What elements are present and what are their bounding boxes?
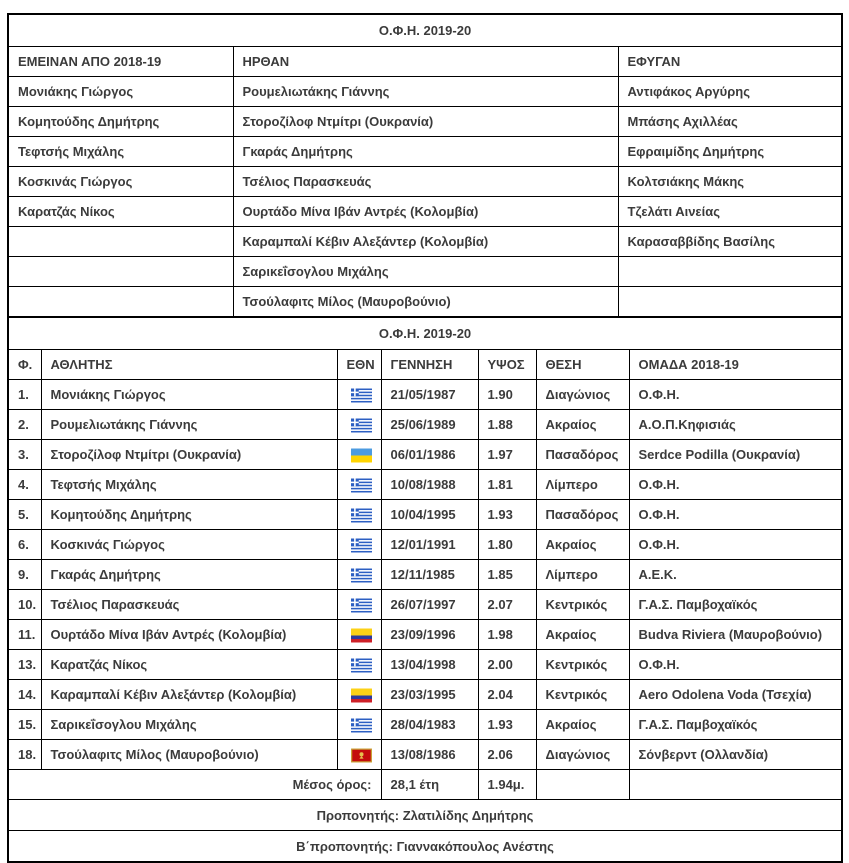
- transfers-row: [8, 257, 842, 287]
- averages-label: Μέσος όρος:: [8, 770, 381, 800]
- jersey-number: 9.: [8, 560, 41, 590]
- player-name: Ρουμελιωτάκης Γιάννης: [41, 410, 337, 440]
- flag-greece-icon: [351, 418, 372, 433]
- flag-greece-icon: [351, 538, 372, 553]
- flag-greece-icon: [351, 658, 372, 673]
- flag-greece-icon: [351, 508, 372, 523]
- birth-date: 13/04/1998: [381, 650, 478, 680]
- birth-date: 10/08/1988: [381, 470, 478, 500]
- player-height: 2.04: [478, 680, 536, 710]
- player-name: Καραμπαλί Κέβιν Αλεξάντερ (Κολομβία): [41, 680, 337, 710]
- player-height: 1.81: [478, 470, 536, 500]
- flag-greece-icon: [351, 718, 372, 733]
- squad-row: [8, 410, 842, 440]
- jersey-number: 14.: [8, 680, 41, 710]
- transfers-row: [8, 227, 842, 257]
- player-height: 1.90: [478, 380, 536, 410]
- flag-greece-icon: [351, 568, 372, 583]
- player-position: Κεντρικός: [536, 590, 629, 620]
- previous-team: Σόνβερντ (Ολλανδία): [629, 740, 842, 770]
- nationality-cell: [337, 560, 381, 590]
- arrived-player: Γκαράς Δημήτρης: [233, 137, 618, 167]
- flag-greece-icon: [351, 598, 372, 613]
- left-player: Μπάσης Αχιλλέας: [618, 107, 842, 137]
- squad-row: [8, 590, 842, 620]
- player-name: Τσούλαφιτς Μίλος (Μαυροβούνιο): [41, 740, 337, 770]
- nationality-cell: [337, 590, 381, 620]
- jersey-number: 18.: [8, 740, 41, 770]
- transfers-row: [8, 77, 842, 107]
- birth-date: 28/04/1983: [381, 710, 478, 740]
- averages-row: [8, 770, 842, 800]
- squad-row: [8, 560, 842, 590]
- squad-table: [7, 316, 843, 863]
- column-header-left: ΕΦΥΓΑΝ: [618, 47, 842, 77]
- birth-date: 25/06/1989: [381, 410, 478, 440]
- player-name: Κομητούδης Δημήτρης: [41, 500, 337, 530]
- coach-row: [8, 800, 842, 831]
- jersey-number: 10.: [8, 590, 41, 620]
- player-height: 1.93: [478, 500, 536, 530]
- player-position: Ακραίος: [536, 620, 629, 650]
- previous-team: Γ.Α.Σ. Παμβοχαϊκός: [629, 710, 842, 740]
- player-name: Τεφτσής Μιχάλης: [41, 470, 337, 500]
- arrived-player: Καραμπαλί Κέβιν Αλεξάντερ (Κολομβία): [233, 227, 618, 257]
- player-height: 1.80: [478, 530, 536, 560]
- squad-row: [8, 650, 842, 680]
- nationality-cell: [337, 530, 381, 560]
- column-header-athlete: ΑΘΛΗΤΗΣ: [41, 350, 337, 380]
- flag-montenegro-icon: [351, 748, 372, 763]
- column-header-birth: ΓΕΝΝΗΣΗ: [381, 350, 478, 380]
- player-height: 1.97: [478, 440, 536, 470]
- transfers-table-title: Ο.Φ.Η. 2019-20: [8, 14, 842, 47]
- jersey-number: 6.: [8, 530, 41, 560]
- squad-row: [8, 470, 842, 500]
- previous-team: Aero Odolena Voda (Τσεχία): [629, 680, 842, 710]
- stayed-player: [8, 287, 233, 318]
- nationality-cell: [337, 650, 381, 680]
- flag-colombia-icon: [351, 628, 372, 643]
- transfers-table: [7, 13, 843, 318]
- birth-date: 10/04/1995: [381, 500, 478, 530]
- previous-team: Ο.Φ.Η.: [629, 470, 842, 500]
- jersey-number: 1.: [8, 380, 41, 410]
- arrived-player: Σαρικεΐσογλου Μιχάλης: [233, 257, 618, 287]
- previous-team: Γ.Α.Σ. Παμβοχαϊκός: [629, 590, 842, 620]
- column-header-arrived: ΗΡΘΑΝ: [233, 47, 618, 77]
- squad-row: [8, 740, 842, 770]
- player-position: Διαγώνιος: [536, 740, 629, 770]
- arrived-player: Στοροζίλοφ Ντμίτρι (Ουκρανία): [233, 107, 618, 137]
- nationality-cell: [337, 500, 381, 530]
- stayed-player: Κοσκινάς Γιώργος: [8, 167, 233, 197]
- average-age: 28,1 έτη: [381, 770, 478, 800]
- birth-date: 21/05/1987: [381, 380, 478, 410]
- squad-row: [8, 440, 842, 470]
- left-player: Καρασαββίδης Βασίλης: [618, 227, 842, 257]
- nationality-cell: [337, 680, 381, 710]
- previous-team: Budva Riviera (Μαυροβούνιο): [629, 620, 842, 650]
- nationality-cell: [337, 740, 381, 770]
- stayed-player: Τεφτσής Μιχάλης: [8, 137, 233, 167]
- arrived-player: Ρουμελιωτάκης Γιάννης: [233, 77, 618, 107]
- squad-title-row: [8, 317, 842, 350]
- player-height: 2.06: [478, 740, 536, 770]
- player-position: Ακραίος: [536, 710, 629, 740]
- birth-date: 06/01/1986: [381, 440, 478, 470]
- stayed-player: Κομητούδης Δημήτρης: [8, 107, 233, 137]
- player-name: Σαρικεΐσογλου Μιχάλης: [41, 710, 337, 740]
- squad-row: [8, 500, 842, 530]
- left-player: [618, 257, 842, 287]
- birth-date: 23/09/1996: [381, 620, 478, 650]
- jersey-number: 11.: [8, 620, 41, 650]
- jersey-number: 3.: [8, 440, 41, 470]
- previous-team: Α.Ε.Κ.: [629, 560, 842, 590]
- player-height: 2.07: [478, 590, 536, 620]
- assistant-coach-label: Β΄προπονητής: Γιαννακόπουλος Ανέστης: [8, 831, 842, 863]
- player-height: 1.88: [478, 410, 536, 440]
- jersey-number: 4.: [8, 470, 41, 500]
- left-player: Αντιφάκος Αργύρης: [618, 77, 842, 107]
- player-position: Ακραίος: [536, 530, 629, 560]
- player-position: Διαγώνιος: [536, 380, 629, 410]
- column-header-position: ΘΕΣΗ: [536, 350, 629, 380]
- arrived-player: Τσέλιος Παρασκευάς: [233, 167, 618, 197]
- birth-date: 26/07/1997: [381, 590, 478, 620]
- transfers-row: [8, 287, 842, 318]
- column-header-number: Φ.: [8, 350, 41, 380]
- player-name: Μονιάκης Γιώργος: [41, 380, 337, 410]
- nationality-cell: [337, 380, 381, 410]
- stayed-player: Μονιάκης Γιώργος: [8, 77, 233, 107]
- jersey-number: 13.: [8, 650, 41, 680]
- previous-team: Ο.Φ.Η.: [629, 380, 842, 410]
- arrived-player: Τσούλαφιτς Μίλος (Μαυροβούνιο): [233, 287, 618, 318]
- player-height: 1.85: [478, 560, 536, 590]
- player-height: 1.98: [478, 620, 536, 650]
- player-position: Πασαδόρος: [536, 440, 629, 470]
- jersey-number: 15.: [8, 710, 41, 740]
- column-header-team: ΟΜΑΔΑ 2018-19: [629, 350, 842, 380]
- nationality-cell: [337, 470, 381, 500]
- stayed-player: Καρατζάς Νίκος: [8, 197, 233, 227]
- squad-table-title: Ο.Φ.Η. 2019-20: [8, 317, 842, 350]
- player-height: 2.00: [478, 650, 536, 680]
- previous-team: Ο.Φ.Η.: [629, 530, 842, 560]
- transfers-row: [8, 197, 842, 227]
- jersey-number: 5.: [8, 500, 41, 530]
- assistant-coach-row: [8, 831, 842, 863]
- left-player: Τζελάτι Αινείας: [618, 197, 842, 227]
- squad-row: [8, 680, 842, 710]
- squad-header-row: [8, 350, 842, 380]
- stayed-player: [8, 227, 233, 257]
- previous-team: Ο.Φ.Η.: [629, 500, 842, 530]
- squad-row: [8, 620, 842, 650]
- player-position: Λίμπερο: [536, 560, 629, 590]
- player-name: Κοσκινάς Γιώργος: [41, 530, 337, 560]
- birth-date: 23/03/1995: [381, 680, 478, 710]
- player-name: Καρατζάς Νίκος: [41, 650, 337, 680]
- flag-greece-icon: [351, 478, 372, 493]
- left-player: Εφραιμίδης Δημήτρης: [618, 137, 842, 167]
- previous-team: Α.Ο.Π.Κηφισιάς: [629, 410, 842, 440]
- left-player: Κολτσιάκης Μάκης: [618, 167, 842, 197]
- column-header-nationality: ΕΘΝ: [337, 350, 381, 380]
- player-position: Λίμπερο: [536, 470, 629, 500]
- player-position: Πασαδόρος: [536, 500, 629, 530]
- nationality-cell: [337, 620, 381, 650]
- left-player: [618, 287, 842, 318]
- player-position: Κεντρικός: [536, 680, 629, 710]
- squad-row: [8, 530, 842, 560]
- transfers-row: [8, 167, 842, 197]
- average-height: 1.94μ.: [478, 770, 536, 800]
- previous-team: Ο.Φ.Η.: [629, 650, 842, 680]
- player-name: Γκαράς Δημήτρης: [41, 560, 337, 590]
- flag-ukraine-icon: [351, 448, 372, 463]
- nationality-cell: [337, 440, 381, 470]
- flag-colombia-icon: [351, 688, 372, 703]
- player-position: Κεντρικός: [536, 650, 629, 680]
- column-header-height: ΥΨΟΣ: [478, 350, 536, 380]
- arrived-player: Ουρτάδο Μίνα Ιβάν Αντρές (Κολομβία): [233, 197, 618, 227]
- empty-cell: [536, 770, 629, 800]
- player-name: Ουρτάδο Μίνα Ιβάν Αντρές (Κολομβία): [41, 620, 337, 650]
- birth-date: 12/01/1991: [381, 530, 478, 560]
- stayed-player: [8, 257, 233, 287]
- column-header-stayed: ΕΜΕΙΝΑΝ ΑΠΟ 2018-19: [8, 47, 233, 77]
- transfers-title-row: [8, 14, 842, 47]
- nationality-cell: [337, 710, 381, 740]
- birth-date: 12/11/1985: [381, 560, 478, 590]
- transfers-header-row: [8, 47, 842, 77]
- birth-date: 13/08/1986: [381, 740, 478, 770]
- nationality-cell: [337, 410, 381, 440]
- squad-row: [8, 710, 842, 740]
- player-height: 1.93: [478, 710, 536, 740]
- empty-cell: [629, 770, 842, 800]
- player-position: Ακραίος: [536, 410, 629, 440]
- transfers-row: [8, 137, 842, 167]
- player-name: Τσέλιος Παρασκευάς: [41, 590, 337, 620]
- jersey-number: 2.: [8, 410, 41, 440]
- previous-team: Serdce Podilla (Ουκρανία): [629, 440, 842, 470]
- transfers-row: [8, 107, 842, 137]
- player-name: Στοροζίλοφ Ντμίτρι (Ουκρανία): [41, 440, 337, 470]
- flag-greece-icon: [351, 388, 372, 403]
- coach-label: Προπονητής: Ζλατιλίδης Δημήτρης: [8, 800, 842, 831]
- squad-row: [8, 380, 842, 410]
